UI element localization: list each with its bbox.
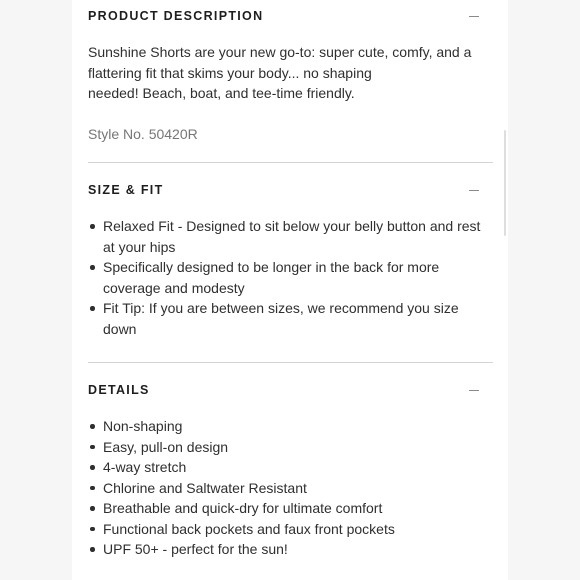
minus-icon[interactable] bbox=[469, 390, 479, 391]
size-fit-list bbox=[88, 216, 493, 339]
list-item: Functional back pockets and faux front pockets bbox=[103, 519, 493, 540]
section-divider bbox=[88, 362, 493, 363]
list-item: Breathable and quick-dry for ultimate comfort bbox=[103, 498, 493, 519]
list-item: Easy, pull-on design bbox=[103, 437, 493, 458]
list-item: UPF 50+ - perfect for the sun! bbox=[103, 539, 493, 560]
minus-icon[interactable] bbox=[469, 190, 479, 191]
details-list-container bbox=[88, 416, 493, 560]
list-item: Chlorine and Saltwater Resistant bbox=[103, 478, 493, 499]
list-item: Fit Tip: If you are between sizes, we recommend you size down bbox=[103, 298, 493, 339]
list-item: Specifically designed to be longer in the back for more coverage and modesty bbox=[103, 257, 493, 298]
description-line-2: flattering fit that skims your body... no shaping bbox=[88, 64, 372, 81]
description-line-3: needed! Beach, boat, and tee-time friendly. bbox=[88, 85, 355, 101]
list-item: 4-way stretch bbox=[103, 457, 493, 478]
section-divider bbox=[88, 162, 493, 163]
details-title: DETAILS bbox=[88, 383, 150, 397]
description-line-1: Sunshine Shorts are your new go-to: super cute, comfy, and a bbox=[88, 44, 472, 60]
minus-icon[interactable] bbox=[469, 16, 479, 17]
product-description-text bbox=[88, 42, 493, 104]
size-fit-header[interactable] bbox=[88, 180, 493, 200]
size-fit-list-container bbox=[88, 216, 493, 339]
product-info-panel bbox=[72, 0, 508, 580]
details-list bbox=[88, 416, 493, 560]
list-item: Relaxed Fit - Designed to sit below your belly button and rest at your hips bbox=[103, 216, 493, 257]
style-number: Style No. 50420R bbox=[88, 126, 198, 142]
size-fit-title: SIZE & FIT bbox=[88, 183, 164, 197]
list-item: Non-shaping bbox=[103, 416, 493, 437]
product-description-header[interactable] bbox=[88, 6, 493, 26]
details-header[interactable] bbox=[88, 380, 493, 400]
scrollbar[interactable] bbox=[504, 130, 506, 236]
product-description-title: PRODUCT DESCRIPTION bbox=[88, 9, 264, 23]
